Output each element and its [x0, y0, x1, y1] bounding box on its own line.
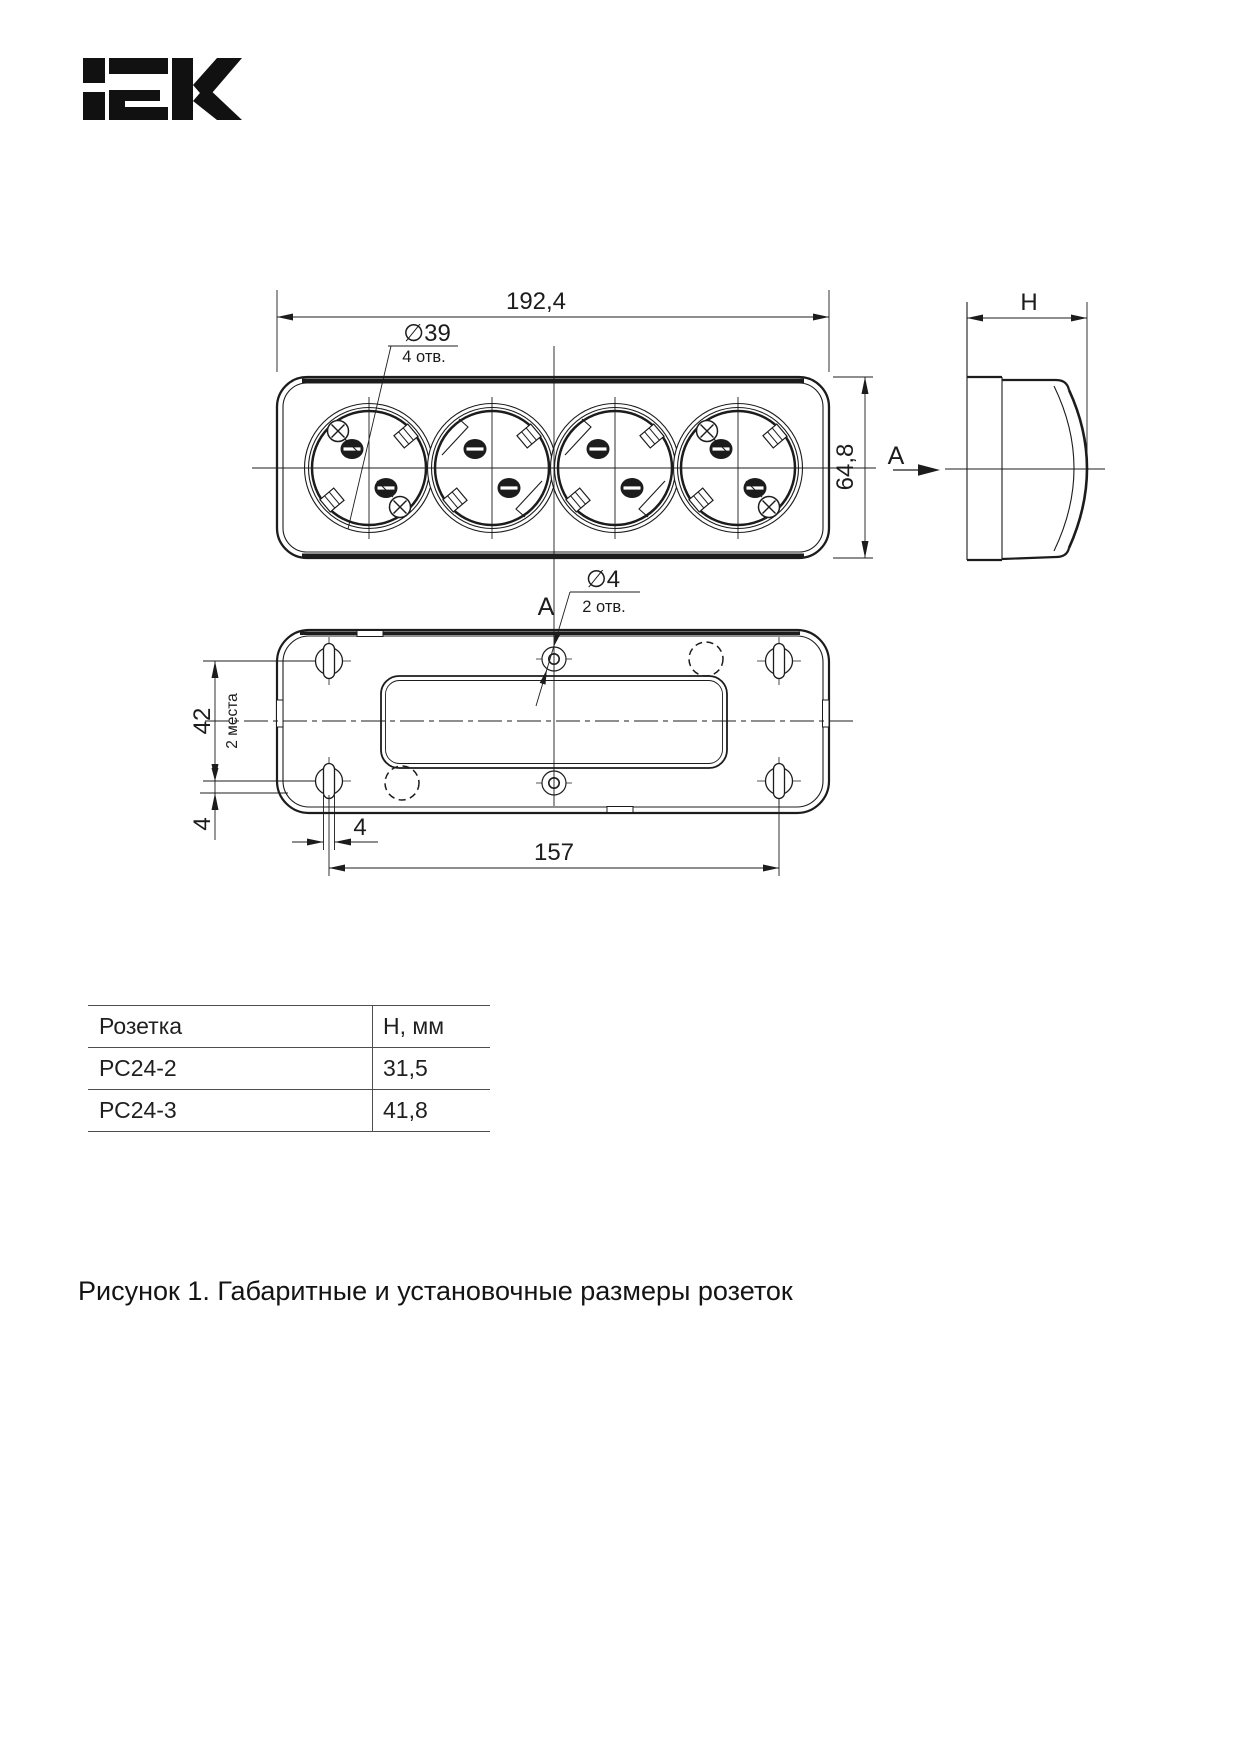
table-cell-model: РС24-2: [99, 1055, 177, 1081]
dimension-height-64: [832, 377, 873, 558]
dim-label-4v: 4: [189, 817, 216, 831]
label-view-A: A: [887, 442, 905, 470]
table-cell-height: 41,8: [372, 1090, 490, 1131]
figure-caption: Рисунок 1. Габаритные и установочные размеры розеток: [78, 1276, 793, 1306]
table-row: [88, 1048, 490, 1090]
front-view: [252, 288, 940, 558]
dim-label-157: 157: [533, 839, 575, 866]
table-header-height: Н, мм: [372, 1006, 490, 1047]
dim-label-depth: H: [1020, 289, 1038, 316]
table-header-socket: Розетка: [99, 1013, 183, 1039]
dim-label-mount-count: 2 отв.: [582, 598, 626, 616]
spec-table: [88, 1005, 490, 1132]
bottom-view: [205, 630, 855, 813]
dim-label-places: 2 места: [224, 693, 241, 749]
iek-logo: [83, 58, 242, 120]
dim-label-overall-width: 192,4: [505, 288, 567, 315]
table-row: [88, 1090, 490, 1132]
dim-label-42: 42: [189, 707, 216, 735]
dimension-width-192: [277, 288, 829, 372]
table-cell-height: 31,5: [372, 1048, 490, 1089]
dimension-4-vertical: [189, 768, 288, 840]
table-cell-model: РС24-3: [99, 1097, 177, 1123]
dim-label-4h: 4: [353, 814, 367, 841]
side-view: [945, 289, 1105, 560]
label-section-A: A: [537, 593, 555, 621]
dim-label-mount-dia: ∅4: [585, 566, 621, 593]
dim-label-socket-dia: ∅39: [403, 320, 451, 347]
dim-label-overall-height: 64,8: [832, 443, 859, 491]
dim-label-socket-count: 4 отв.: [402, 348, 446, 366]
view-direction-A: [888, 442, 940, 476]
table-header-row: [88, 1006, 490, 1048]
